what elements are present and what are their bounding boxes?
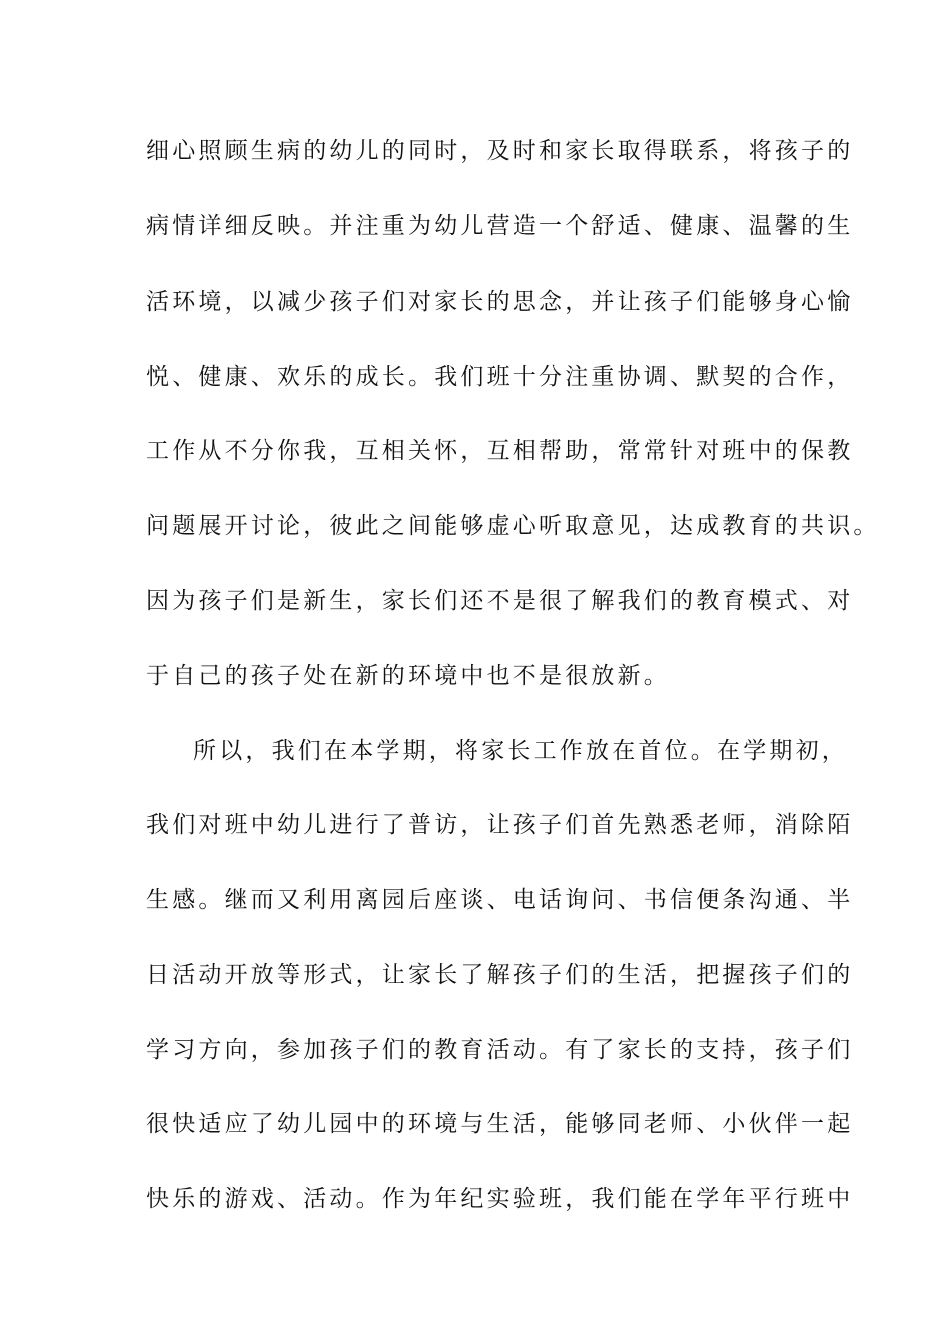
text-line: 学习方向，参加孩子们的教育活动。有了家长的支持，孩子们 xyxy=(146,1037,854,1063)
text-line: 工作从不分你我，互相关怀，互相帮助，常常针对班中的保教 xyxy=(146,438,854,464)
text-line: 我们对班中幼儿进行了普访，让孩子们首先熟悉老师，消除陌 xyxy=(146,812,854,838)
text-line: 细心照顾生病的幼儿的同时，及时和家长取得联系，将孩子的 xyxy=(146,138,854,164)
text-line: 快乐的游戏、活动。作为年纪实验班，我们能在学年平行班中 xyxy=(146,1186,854,1212)
text-line: 悦、健康、欢乐的成长。我们班十分注重协调、默契的合作， xyxy=(146,364,854,390)
text-line: 因为孩子们是新生，家长们还不是很了解我们的教育模式、对 xyxy=(146,588,854,614)
text-line: 很快适应了幼儿园中的环境与生活，能够同老师、小伙伴一起 xyxy=(146,1111,854,1137)
text-line: 于自己的孩子处在新的环境中也不是很放新。 xyxy=(146,663,670,689)
text-line: 活环境，以减少孩子们对家长的思念，并让孩子们能够身心愉 xyxy=(146,289,854,315)
text-line: 问题展开讨论，彼此之间能够虚心听取意见，达成教育的共识。 xyxy=(146,513,880,539)
text-line: 日活动开放等形式，让家长了解孩子们的生活，把握孩子们的 xyxy=(146,962,854,988)
text-line: 生感。继而又利用离园后座谈、电话询问、书信便条沟通、半 xyxy=(146,887,854,913)
text-line: 病情详细反映。并注重为幼儿营造一个舒适、健康、温馨的生 xyxy=(146,213,854,239)
paragraph-first-line: 所以，我们在本学期，将家长工作放在首位。在学期初， xyxy=(193,738,848,764)
